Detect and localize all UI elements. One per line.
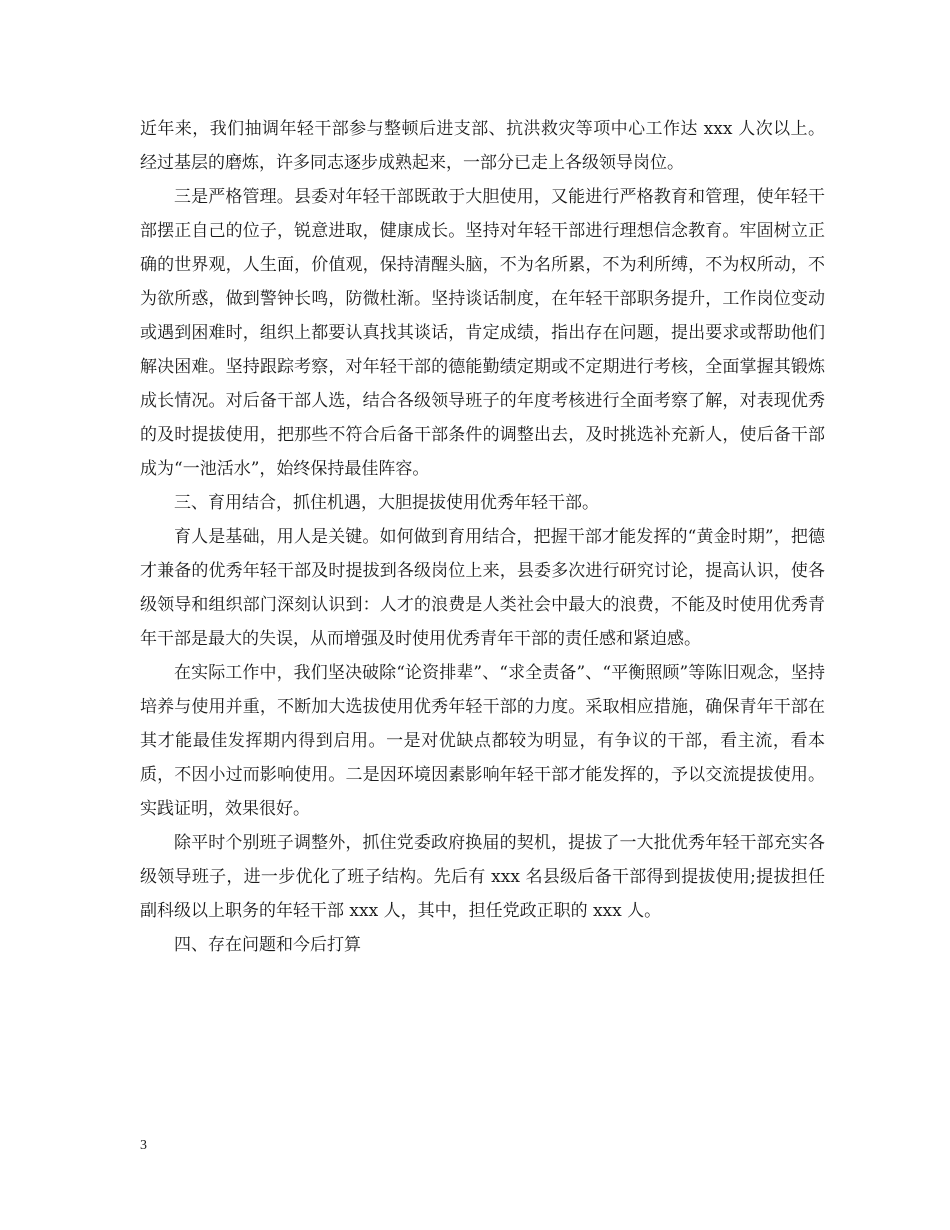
paragraph-continuation: 近年来，我们抽调年轻干部参与整顿后进支部、抗洪救灾等项中心工作达 xxx 人次以上。经过基层的磨炼，许多同志逐步成熟起来，一部分已走上各级领导岗位。 (140, 119, 825, 173)
section-heading-four: 四、存在问题和今后打算 (174, 935, 361, 955)
paragraph-team-adjustment: 除平时个别班子调整外，抓住党委政府换届的契机，提拔了一大批优秀年轻干部充实各级领导班子，进一步优化了班子结构。先后有 xxx 名县级后备干部得到提拔使用;提拔担任副科级以上职务的年轻干部 xxx 人，其中，担任党政正职的 xxx 人。 (140, 833, 825, 921)
document-body (140, 112, 825, 962)
paragraph-cultivation-and-use: 育人是基础，用人是关键。如何做到育用结合，把握干部才能发挥的“黄金时期”，把德才兼备的优秀年轻干部及时提拔到各级岗位上来，县委多次进行研究讨论，提高认识，使各级领导和组织部门深刻认识到：人才的浪费是人类社会中最大的浪费，不能及时使用优秀青年干部是最大的失误，从而增强及时使用优秀青年干部的责任感和紧迫感。 (140, 527, 825, 649)
section-heading-three: 三、育用结合，抓住机遇，大胆提拔使用优秀年轻干部。 (174, 493, 599, 513)
paragraph-practical-work: 在实际工作中，我们坚决破除“论资排辈”、“求全责备”、“平衡照顾”等陈旧观念，坚持培养与使用并重，不断加大选拔使用优秀年轻干部的力度。采取相应措施，确保青年干部在其才能最佳发挥期内得到启用。一是对优缺点都较为明显，有争议的干部，看主流，看本质，不因小过而影响使用。二是因环境因素影响年轻干部才能发挥的，予以交流提拔使用。实践证明，效果很好。 (140, 663, 825, 819)
paragraph-strict-management: 三是严格管理。县委对年轻干部既敢于大胆使用，又能进行严格教育和管理，使年轻干部摆正自己的位子，锐意进取，健康成长。坚持对年轻干部进行理想信念教育。牢固树立正确的世界观，人生面，价值观，保持清醒头脑，不为名所累，不为利所缚，不为权所动，不为欲所惑，做到警钟长鸣，防微杜渐。坚持谈话制度，在年轻干部职务提升，工作岗位变动或遇到困难时，组织上都要认真找其谈话，肯定成绩，指出存在问题，提出要求或帮助他们解决困难。坚持跟踪考察，对年轻干部的德能勤绩定期或不定期进行考核，全面掌握其锻炼成长情况。对后备干部人选，结合各级领导班子的年度考核进行全面考察了解，对表现优秀的及时提拔使用，把那些不符合后备干部条件的调整出去，及时挑选补充新人，使后备干部成为“一池活水”，始终保持最佳阵容。 (140, 187, 825, 479)
page-number: 3 (140, 1138, 147, 1153)
